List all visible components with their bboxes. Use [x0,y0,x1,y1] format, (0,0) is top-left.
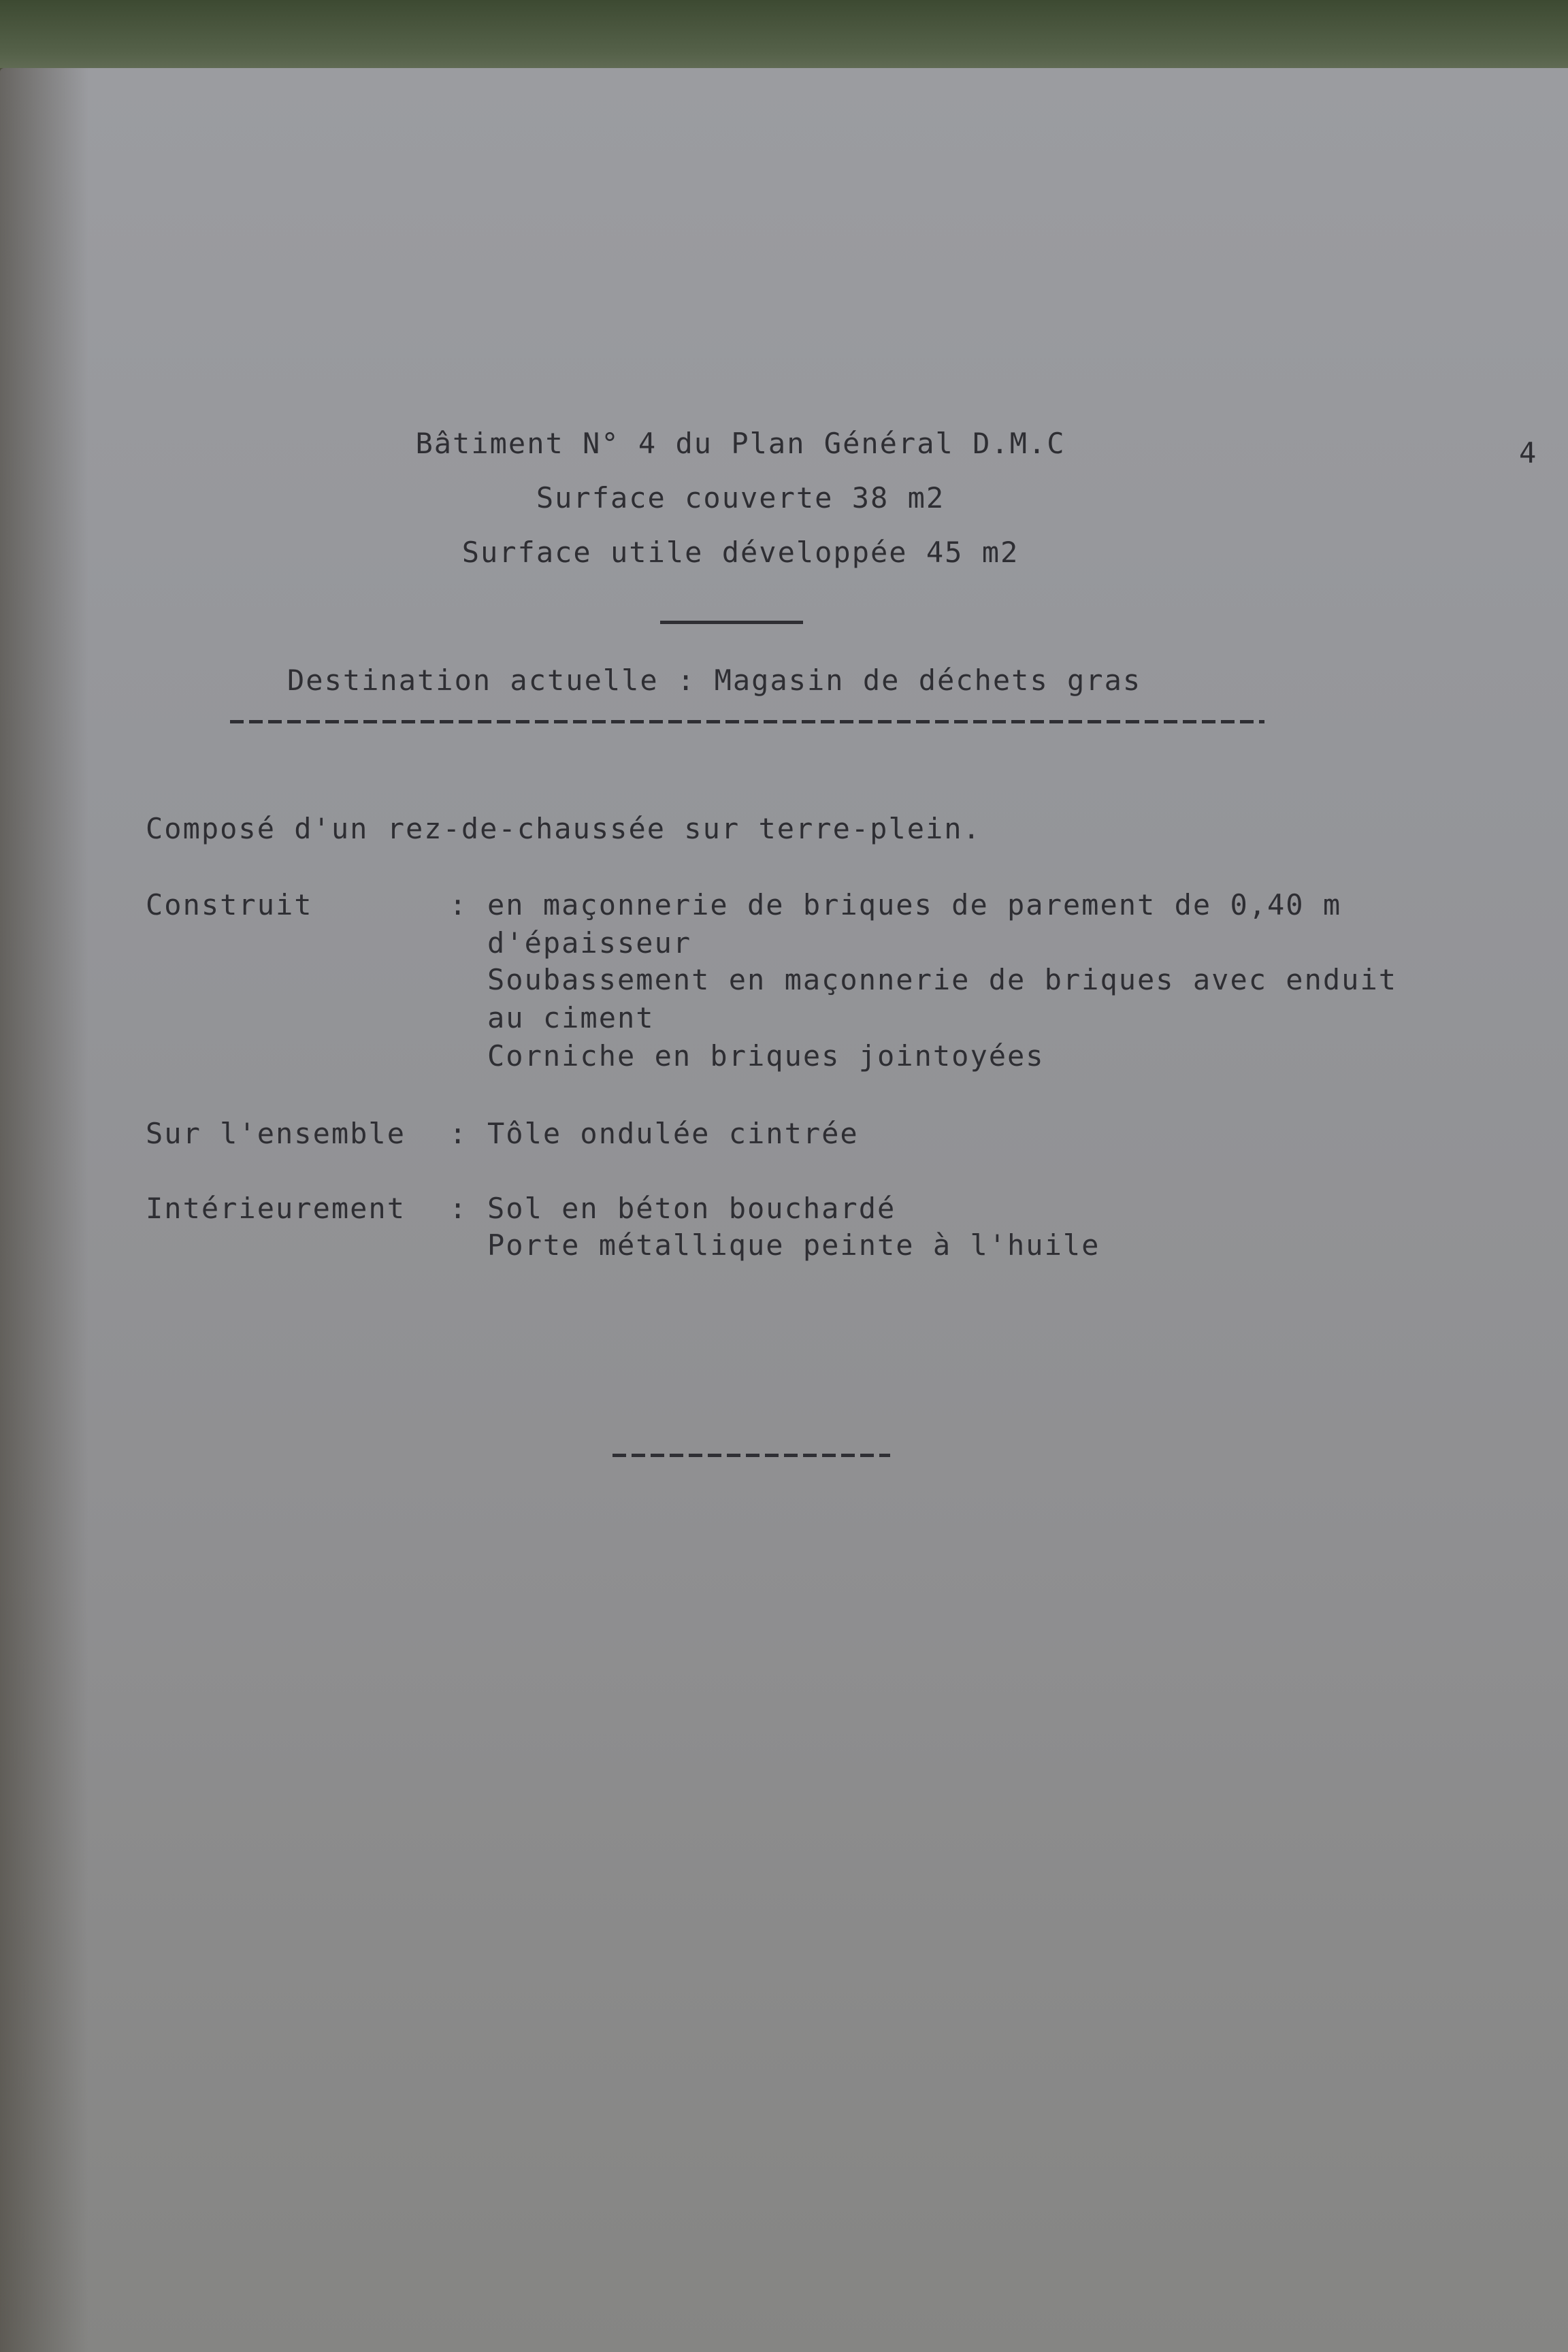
section-line: Corniche en briques jointoyées [487,1039,1045,1073]
intro-text: Composé d'un rez-de-chaussée sur terre-plein. [146,812,981,845]
section-label-interieur: Intérieurement [146,1192,406,1225]
header-line-2: Surface couverte 38 m2 [536,481,945,514]
section-separator: : [449,1192,468,1225]
section-line: au ciment [487,1001,655,1034]
destination-line: Destination actuelle : Magasin de déchets gras [287,664,1142,697]
section-line: d'épaisseur [487,926,692,960]
header-line-1: Bâtiment N° 4 du Plan Général D.M.C [415,427,1066,460]
section-separator: : [449,1117,468,1150]
header-divider [660,621,803,624]
closing-rule [612,1454,890,1457]
section-line: Tôle ondulée cintrée [487,1117,859,1150]
section-line: Soubassement en maçonnerie de briques avec enduit [487,963,1398,996]
section-line: Sol en béton bouchardé [487,1192,896,1225]
page-number: 4 [1519,436,1538,470]
header-line-3: Surface utile développée 45 m2 [461,536,1019,569]
section-label-construit: Construit [146,888,313,921]
section-label-ensemble: Sur l'ensemble [146,1117,406,1150]
section-line: Porte métallique peinte à l'huile [487,1228,1100,1262]
destination-underline [230,720,1264,723]
page-edge-shadow [0,68,88,2352]
section-line: en maçonnerie de briques de parement de 0,40 m [487,888,1342,921]
section-separator: : [449,888,468,921]
